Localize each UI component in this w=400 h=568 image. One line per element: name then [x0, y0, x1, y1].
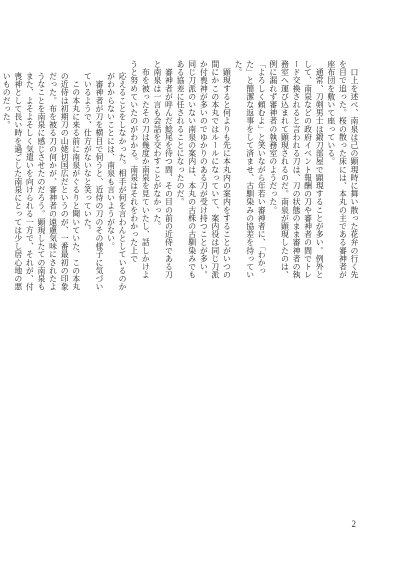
- page-number: 2: [351, 519, 356, 529]
- paragraph: 通常、刀剣男士は鍛刀部屋で顕現することが多い。例外として、南泉などの政府イベント報酬の刀や審神者の間でトレード交換されると言われる刀は、刀の状態のまま審神者の執務室へ運び込まれて顕現されるのだ。南泉が顕現したのは、例に漏れず審神者の執務室のようだった。: [268, 60, 325, 279]
- lower-text-section: [0, 72, 128, 297]
- paragraph: 布を被ったその刀は幾度か南泉を見ていたし、話しかけようと努めていたのがわかる。南泉はそれをわかった上で: [129, 60, 151, 279]
- vertical-text-body: [2, 60, 360, 520]
- paragraph: 審神者が刀を横目で伺うと、近侍の刀のその様子に気づいているようで、仕方がないなと笑っていた。: [83, 72, 104, 291]
- paragraph: 口上を述べ、南泉は己の顕現時に舞い散った花弁の行く先を目で追った。桜の散った床には、本丸の主である審神者が座布団を敷いて座っている。: [326, 60, 359, 279]
- paragraph: 顕現すると何よりも先に本丸内の案内をすることがいつの間にかこの本丸ではルールになっていて、案内役は同じ刀派か付喪神が多いのでゆかりのある刀が受け持つことが多い。同じ刀派のいない南泉の案内は、本丸の古株の古馴染みでもある協差に任されることになったのだ。: [176, 60, 232, 279]
- paragraph: 審神者が呼んだ鯰尾を待つ間、その目の前の近侍である刀と南泉は一言も会話を交わすことがなかった。: [152, 60, 174, 279]
- upper-text-section: [128, 60, 360, 285]
- paragraph: 「よろしく頼むよ」と笑いながら年若い審神者に、「わかった」と簡潔な返事をして済ませ、古馴染みの協差を待っていた。: [234, 60, 267, 279]
- paragraph: この本丸に来る前に南泉がぐるりと聞いていた、この本丸の近侍は初期刀の山姥切国広だというのが、一番最初の印象だった。布を被る刀の何かが、審神者の遠慮気味にされたようなことを南泉に感じさせたのだろう。顕現したての南泉もまた、よそよそしく気遣いを向けられる一方で、それが、付喪神として長い時を過ごした南泉にとっては少し居心地の悪いものだった。: [2, 72, 81, 291]
- paragraph: 応えることをしなかった。相手が何を言わんとしているのかがわからないことには、南泉も言いようがない。: [106, 72, 128, 291]
- paragraph: [0, 72, 1, 297]
